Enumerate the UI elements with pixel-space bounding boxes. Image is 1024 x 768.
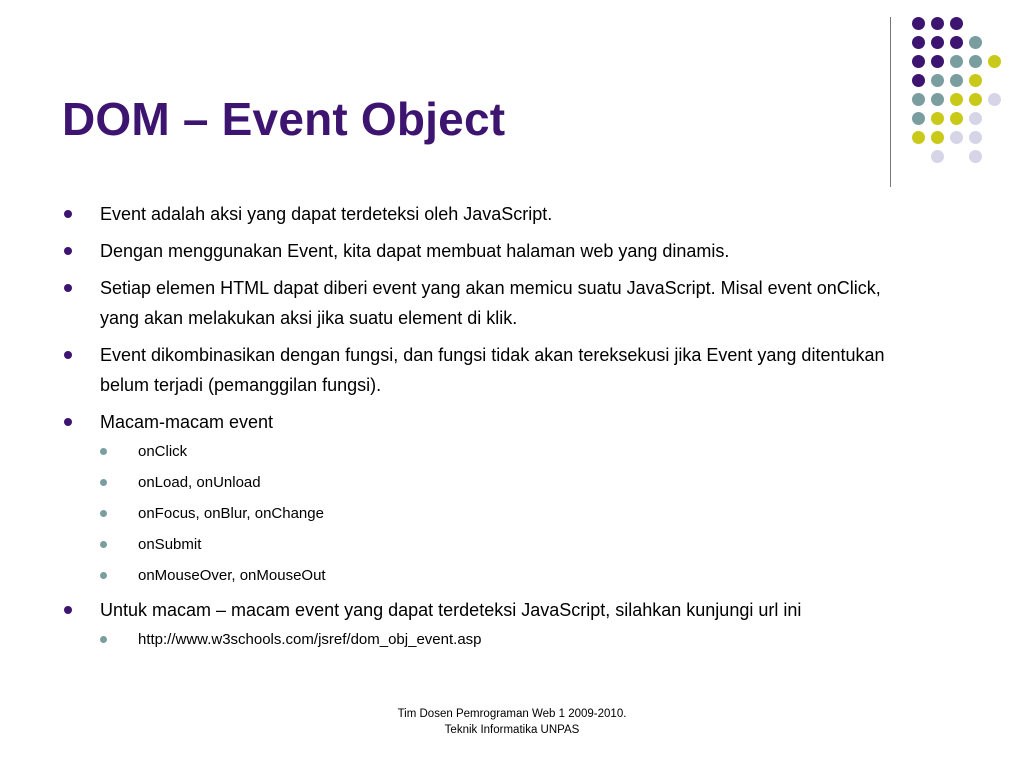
sub-bullet-item — [100, 532, 924, 557]
reference-list — [100, 627, 924, 652]
reference-url: http://www.w3schools.com/jsref/dom_obj_event.asp — [138, 631, 482, 648]
decorative-dot — [931, 36, 944, 49]
bullet-text: Setiap elemen HTML dapat diberi event yang akan memicu suatu JavaScript. Misal event onClick, yang akan melakukan aksi jika suatu element di klik. — [100, 278, 881, 328]
decorative-dot — [950, 17, 963, 30]
decorative-dot — [950, 131, 963, 144]
decorative-dot — [912, 93, 925, 106]
bullet-item-event-types — [64, 407, 924, 588]
bullet-text: Event adalah aksi yang dapat terdeteksi oleh JavaScript. — [100, 204, 553, 224]
decorative-dot — [912, 17, 925, 30]
decorative-dot — [931, 93, 944, 106]
slide-content — [64, 199, 924, 659]
footer-line-1: Tim Dosen Pemrograman Web 1 2009-2010. — [397, 708, 627, 720]
bullet-list — [64, 199, 924, 652]
decorative-dot — [950, 93, 963, 106]
sub-bullet-marker-icon — [100, 572, 107, 579]
decorative-dot — [912, 55, 925, 68]
bullet-marker-icon — [64, 606, 72, 614]
decorative-dot — [912, 74, 925, 87]
bullet-item — [64, 273, 924, 333]
decorative-dot — [988, 93, 1001, 106]
bullet-marker-icon — [64, 351, 72, 359]
sub-bullet-marker-icon — [100, 448, 107, 455]
dot-grid-icon — [912, 17, 1012, 167]
bullet-marker-icon — [64, 418, 72, 426]
decorative-dot — [969, 93, 982, 106]
bullet-text: Untuk macam – macam event yang dapat terdeteksi JavaScript, silahkan kunjungi url ini — [100, 600, 802, 620]
sub-bullet-item — [100, 563, 924, 588]
sub-bullet-marker-icon — [100, 636, 107, 643]
sub-bullet-item — [100, 439, 924, 464]
decorative-dot — [912, 36, 925, 49]
sub-bullet-text: onClick — [138, 443, 188, 460]
decorative-dot — [931, 112, 944, 125]
sub-bullet-text: onMouseOver, onMouseOut — [138, 567, 326, 584]
decorative-dot — [969, 131, 982, 144]
sub-bullet-text: onLoad, onUnload — [138, 474, 261, 491]
sub-bullet-item — [100, 501, 924, 526]
bullet-text: Dengan menggunakan Event, kita dapat membuat halaman web yang dinamis. — [100, 241, 730, 261]
decorative-dot — [950, 36, 963, 49]
sub-bullet-item — [100, 470, 924, 495]
decorative-dot — [950, 112, 963, 125]
sub-bullet-marker-icon — [100, 510, 107, 517]
bullet-item-reference — [64, 595, 924, 652]
decorative-dot — [931, 150, 944, 163]
decorative-dot — [969, 112, 982, 125]
decorative-dot — [969, 74, 982, 87]
bullet-item — [64, 236, 924, 266]
event-types-list — [100, 439, 924, 588]
decorative-dot — [969, 36, 982, 49]
bullet-marker-icon — [64, 210, 72, 218]
bullet-item — [64, 340, 924, 400]
decorative-dot — [950, 74, 963, 87]
decorative-dot — [931, 74, 944, 87]
decorative-dot — [931, 17, 944, 30]
decorative-dot — [931, 131, 944, 144]
footer-line-2: Teknik Informatika UNPAS — [444, 724, 580, 736]
slide-footer — [332, 706, 692, 738]
sub-bullet-marker-icon — [100, 479, 107, 486]
decorative-dot — [969, 150, 982, 163]
bullet-marker-icon — [64, 284, 72, 292]
sub-bullet-text: onSubmit — [138, 536, 202, 553]
bullet-item — [64, 199, 924, 229]
sub-bullet-text: onFocus, onBlur, onChange — [138, 505, 324, 522]
decorative-dot — [950, 55, 963, 68]
decorative-dot — [931, 55, 944, 68]
sub-bullet-item — [100, 627, 924, 652]
decorative-dot — [969, 55, 982, 68]
decorative-dot — [912, 112, 925, 125]
slide-title: DOM – Event Object — [62, 93, 506, 145]
decorative-dot — [912, 131, 925, 144]
sub-bullet-marker-icon — [100, 541, 107, 548]
bullet-marker-icon — [64, 247, 72, 255]
vertical-divider — [890, 17, 891, 187]
bullet-text: Macam-macam event — [100, 412, 274, 432]
bullet-text: Event dikombinasikan dengan fungsi, dan fungsi tidak akan tereksekusi jika Event yang ditentukan belum terjadi (pemanggilan fungsi). — [100, 345, 885, 395]
decorative-dot — [988, 55, 1001, 68]
